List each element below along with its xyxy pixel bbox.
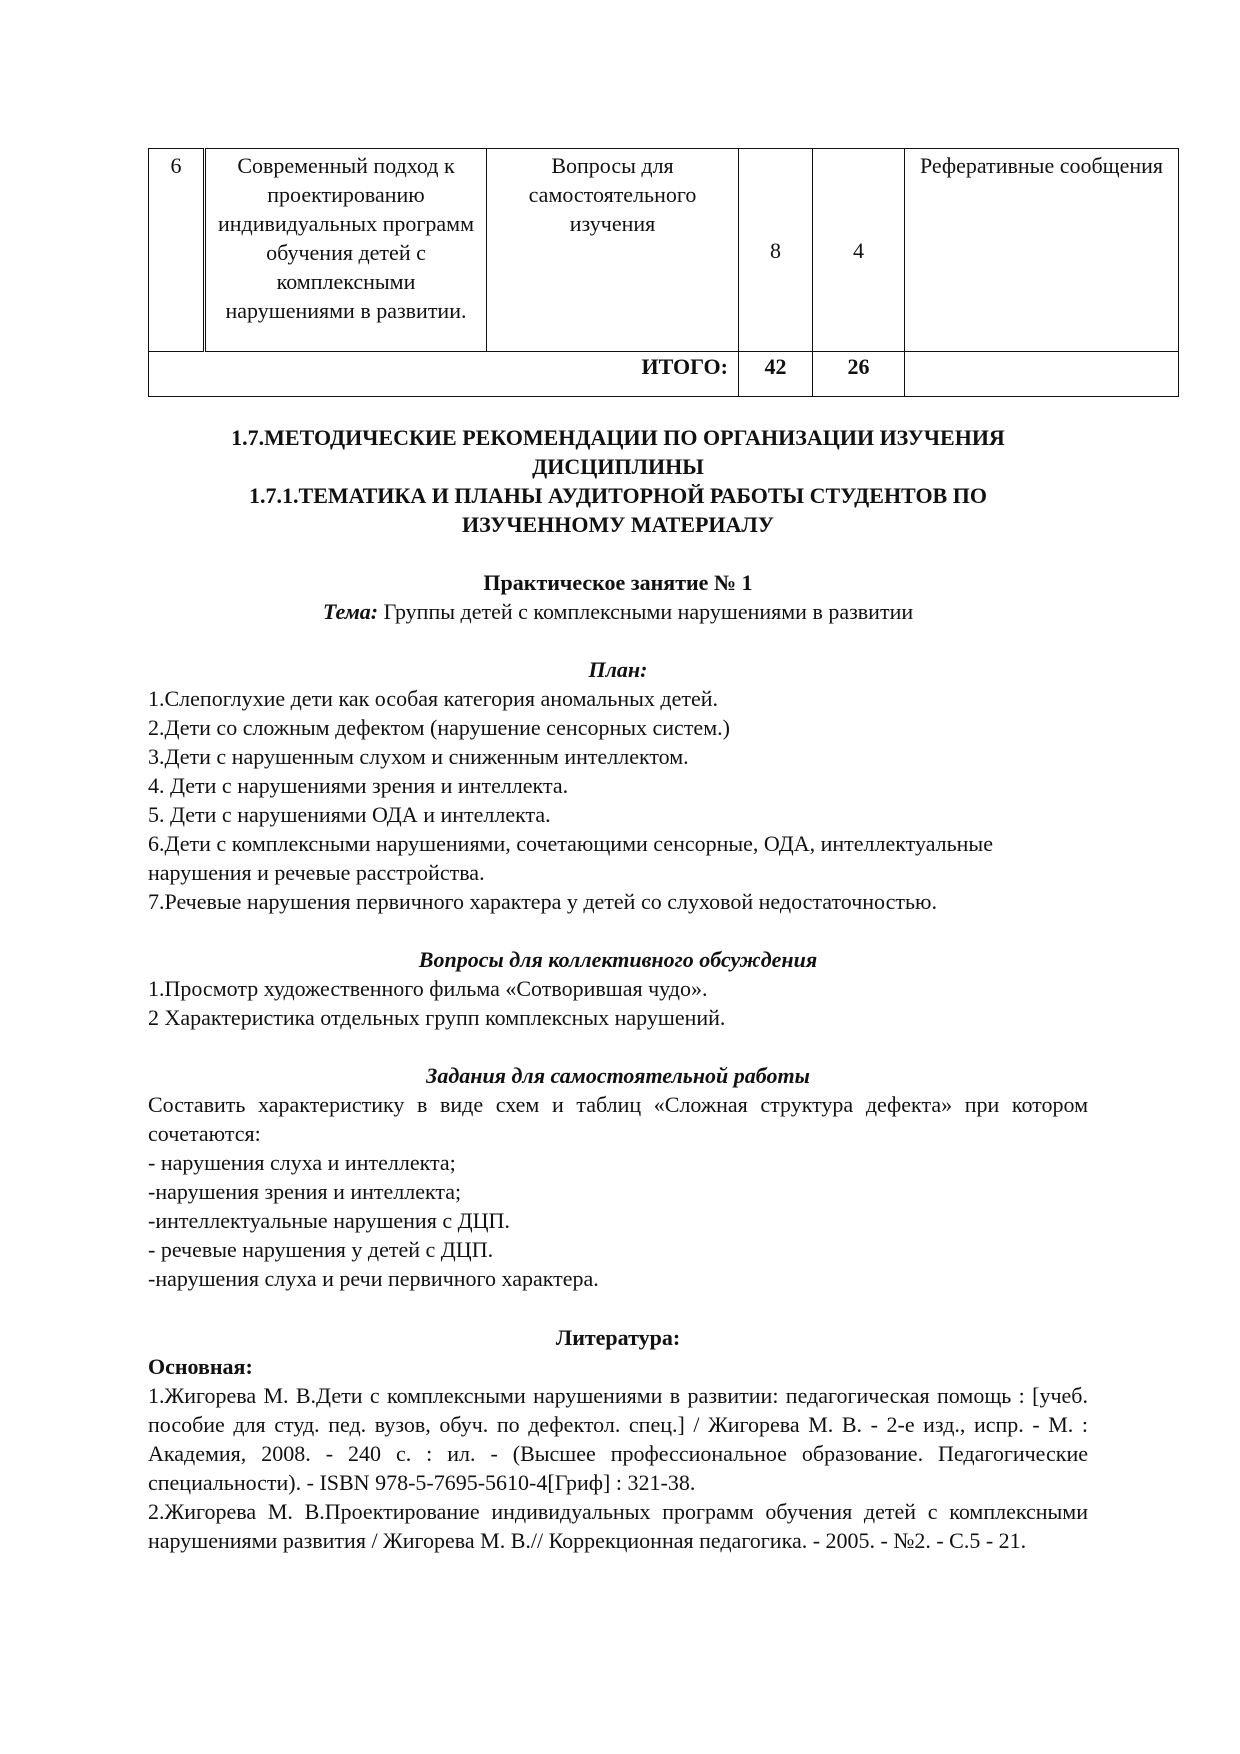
- row-number: 6: [149, 149, 205, 352]
- list-item: 1.Слепоглухие дети как особая категория аномальных детей.: [148, 686, 718, 711]
- list-item: 2 Характеристика отдельных групп комплексных нарушений.: [148, 1005, 726, 1030]
- theme-text: Группы детей с комплексными нарушениями в развитии: [378, 599, 914, 624]
- list-item: - нарушения слуха и интеллекта;: [148, 1150, 456, 1175]
- list-item: 1.Жигорева М. В.Дети с комплексными нарушениями в развитии: педагогическая помощь : [учеб. пособие для студ. пед. вузов, обуч. по дефектол. спец.] / Жигорева М. В. - 2-е изд., испр. - М. : Академия, 2008. - 240 с. : ил. - (Высшее профессиональное образование. Педагогические специальности). - ISBN 978-5-7695-5610-4[Гриф] : 321-38.: [148, 1383, 1088, 1495]
- discussion-list: [148, 974, 1088, 1032]
- list-item: - речевые нарушения у детей с ДЦП.: [148, 1237, 494, 1262]
- literature-main-label: Основная:: [148, 1354, 253, 1379]
- list-item: 2.Жигорева М. В.Проектирование индивидуальных программ обучения детей с комплексными нарушениями развития / Жигорева М. В.// Коррекционная педагогика. - 2005. - №2. - С.5 - 21.: [148, 1499, 1088, 1553]
- list-item: 4. Дети с нарушениями зрения и интеллекта.: [148, 773, 569, 798]
- tasks-list: [148, 1148, 1088, 1293]
- row-control: Реферативные сообщения: [905, 149, 1179, 352]
- table-row: [149, 149, 1179, 352]
- row-hours-self: 4: [813, 149, 905, 352]
- lesson-title: Практическое занятие № 1: [483, 570, 753, 595]
- row-form: Вопросы для самостоятельного изучения: [487, 149, 739, 352]
- list-item: -нарушения слуха и речи первичного характера.: [148, 1266, 599, 1291]
- heading-line: 1.7.МЕТОДИЧЕСКИЕ РЕКОМЕНДАЦИИ ПО ОРГАНИЗАЦИИ ИЗУЧЕНИЯ: [231, 425, 1005, 450]
- list-item: 1.Просмотр художественного фильма «Сотворившая чудо».: [148, 976, 708, 1001]
- total-empty-cell: [905, 352, 1179, 397]
- row-topic: Современный подход к проектированию индивидуальных программ обучения детей с комплексными нарушениями в развитии.: [205, 149, 487, 352]
- theme-label: Тема:: [322, 599, 379, 624]
- plan-list: [148, 684, 1088, 916]
- list-item: -нарушения зрения и интеллекта;: [148, 1179, 462, 1204]
- total-hours-self: 26: [813, 352, 905, 397]
- plan-title: План:: [588, 657, 648, 682]
- heading-line: ДИСЦИПЛИНЫ: [532, 454, 704, 479]
- list-item: 7.Речевые нарушения первичного характера у детей со слуховой недостаточностью.: [148, 889, 937, 914]
- total-hours: 42: [739, 352, 813, 397]
- heading-line: ИЗУЧЕННОМУ МАТЕРИАЛУ: [462, 512, 774, 537]
- literature-list: [148, 1381, 1088, 1555]
- lesson-theme: [148, 597, 1088, 626]
- list-item: 6.Дети с комплексными нарушениями, сочетающими сенсорные, ОДА, интеллектуальные нарушения и речевые расстройства.: [148, 831, 993, 885]
- list-item: 3.Дети с нарушенным слухом и сниженным интеллектом.: [148, 744, 689, 769]
- tasks-intro: Составить характеристику в виде схем и таблиц «Сложная структура дефекта» при котором сочетаются:: [148, 1092, 1088, 1146]
- total-label: ИТОГО:: [149, 352, 739, 397]
- literature-title: Литература:: [555, 1325, 681, 1350]
- row-hours-total: 8: [739, 149, 813, 352]
- discussion-title: Вопросы для коллективного обсуждения: [418, 947, 818, 972]
- hours-table: [148, 148, 1179, 397]
- tasks-title: Задания для самостоятельной работы: [426, 1063, 810, 1088]
- heading-line: 1.7.1.ТЕМАТИКА И ПЛАНЫ АУДИТОРНОЙ РАБОТЫ СТУДЕНТОВ ПО: [249, 483, 987, 508]
- list-item: -интеллектуальные нарушения с ДЦП.: [148, 1208, 510, 1233]
- table-total-row: [149, 352, 1179, 397]
- list-item: 5. Дети с нарушениями ОДА и интеллекта.: [148, 802, 551, 827]
- section-heading-1-7-1: [148, 481, 1088, 539]
- section-heading-1-7: [148, 423, 1088, 481]
- document-body: [148, 423, 1088, 1555]
- list-item: 2.Дети со сложным дефектом (нарушение сенсорных систем.): [148, 715, 730, 740]
